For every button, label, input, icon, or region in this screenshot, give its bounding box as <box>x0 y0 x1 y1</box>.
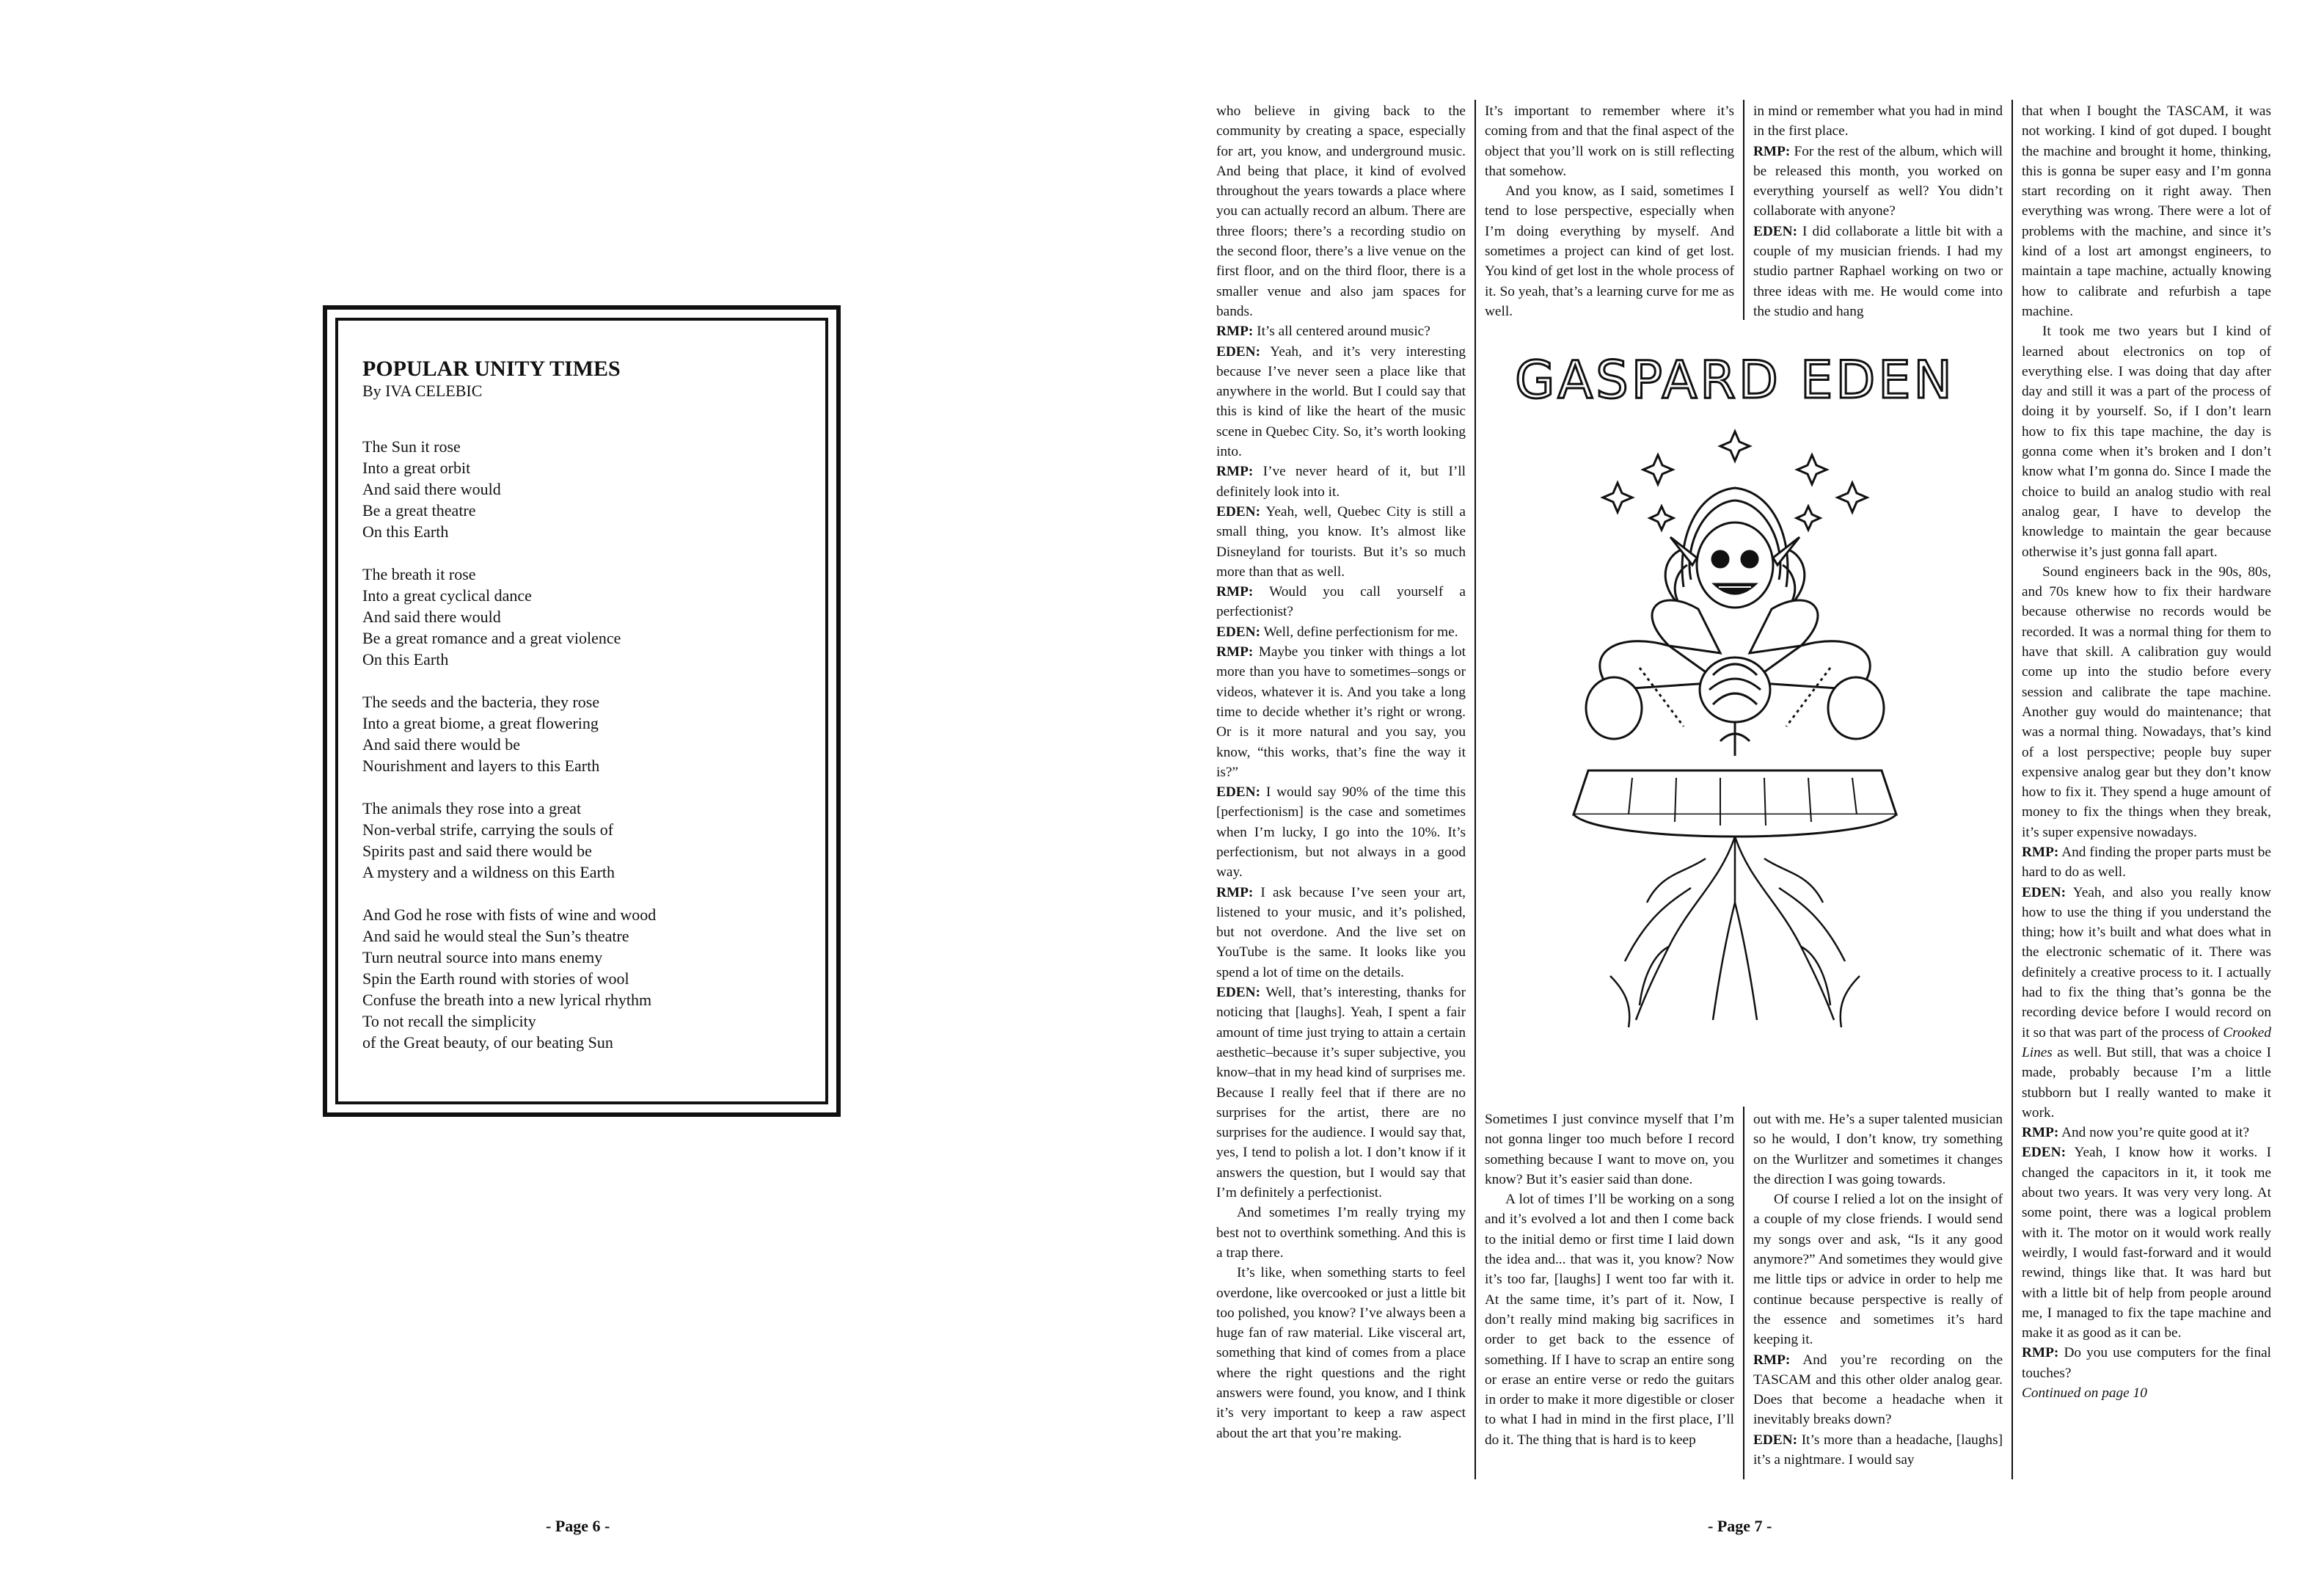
poem-line: of the Great beauty, of our beating Sun <box>362 1033 613 1052</box>
paragraph: Sound engineers back in the 90s, 80s, and 70s knew how to fix their hardware because otherwise no records would be recorded. It was a normal thing for them to have that skill. A calibration guy would come up into the studio before every session and calibrate the tape machine. Another guy would do maintenance; that was a normal thing. Nowadays, that’s kind of a lost perspective; people buy super expensive analog gear but they don’t know how to fix it. They spend a huge amount of money to fix the things when they break, it’s super expensive nowadays. <box>2022 564 2271 840</box>
paragraph: And you know, as I said, sometimes I tend to lose perspective, especially when I’m doing everything by myself. And sometimes a project can kind of get lost. You kind of get lost in the whole process of it. So yeah, that’s a learning curve for me as well. <box>1485 183 1734 319</box>
paragraph: RMP: Do you use computers for the final touches? <box>2022 1345 2271 1381</box>
article-column-3-bottom <box>1753 1110 2003 1470</box>
poem-line: Into a great cyclical dance <box>362 586 532 605</box>
poem-line: And said there would be <box>362 735 521 754</box>
sparkle-icon <box>1603 431 1867 530</box>
paragraph: RMP: And now you’re quite good at it? <box>2022 1125 2250 1141</box>
page-number-left: - Page 6 - <box>546 1517 610 1535</box>
paragraph: Sometimes I just convince myself that I’m not gonna linger too much before I record something because I want to move on, you know? But it’s easier said than done. <box>1485 1112 1734 1187</box>
poem-line: Be a great romance and a great violence <box>362 629 621 647</box>
poem <box>362 357 803 1074</box>
article-column-2-top <box>1485 101 1734 321</box>
poem-line: The seeds and the bacteria, they rose <box>362 693 600 711</box>
stanza <box>362 904 803 1053</box>
illustration-title: GASPARD EDEN <box>1515 350 1955 410</box>
paragraph: RMP: It’s all centered around music? <box>1216 324 1430 340</box>
paragraph: EDEN: Yeah, and it’s very interesting because I’ve never seen a place like that anywhere in the world. But I could say that this is kind of like the heart of the music scene in Quebec City. So, it’s worth looking into. <box>1216 343 1466 460</box>
poem-line: Spin the Earth round with stories of wool <box>362 969 629 988</box>
stone-platform <box>1574 770 1896 837</box>
poem-line: And said there would <box>362 608 501 626</box>
paragraph: RMP: And you’re recording on the TASCAM and this other older analog gear. Does that become a headache when it inevitably breaks down? <box>1753 1352 2003 1428</box>
poem-line: The animals they rose into a great <box>362 799 582 817</box>
paragraph: EDEN: Yeah, and also you really know how to use the thing if you understand the thing; how it’s built and what does what in the electronic schematic of it. There was definitely a creative process to it. I actually had to fix the thing that’s gonna be the recording device before I would record on it so that was part of the process of Crooked Lines as well. But still, that was a choice I made, probably because I’m a little stubborn but I really wanted to make it work. <box>2022 884 2271 1121</box>
article-column-3-top <box>1753 101 2003 321</box>
paragraph: that when I bought the TASCAM, it was not working. I kind of got duped. I bought the machine and brought it home, thinking, this is gonna be super easy and I’m gonna start recording on it right away. Then everything was wrong. There were a lot of problems with the machine, and since it’s kind of a lost art amongst engineers, to maintain a tape machine, actually knowing how to calibrate and refurbish a tape machine. <box>2022 103 2271 319</box>
paragraph: who believe in giving back to the community by creating a space, especially for art, you know, and underground music. And being that place, it kind of evolved throughout the years towards a place where you can actually record an album. There are three floors; there’s a recording studio on the second floor, there’s a live venue on the first floor, and on the third floor, there is a smaller venue and also jam spaces for bands. <box>1216 103 1466 319</box>
paragraph: EDEN: It’s more than a headache, [laughs] it’s a nightmare. I would say <box>1753 1432 2003 1468</box>
poem-line: On this Earth <box>362 522 449 541</box>
paragraph: RMP: For the rest of the album, which will be released this month, you worked on everything yourself as well? You didn’t collaborate with anyone? <box>1753 143 2003 219</box>
article-column-1 <box>1216 101 1466 1443</box>
paragraph: Of course I relied a lot on the insight of a couple of my close friends. I would send my songs over and ask, “Is it any good anymore?” And sometimes they would give me little tips or advice in order to help me continue because perspective is really of the essence and sometimes it’s hard keeping it. <box>1753 1192 2003 1348</box>
paragraph: EDEN: Well, that’s interesting, thanks for noticing that [laughs]. Yeah, I spent a fair amount of time just trying to attain a certain aesthetic–because it’s super subjective, you know–that in my head kind of surprises me. Because I really feel that if there are no surprises for the artist, there are no surprises for the audience. I would say that, yes, I tend to polish a lot. I don’t know if it answers the question, but I would say that I’m definitely a perfectionist. <box>1216 985 1466 1201</box>
paragraph: RMP: I ask because I’ve seen your art, listened to your music, and it’s polished, but not overdone. And the live set on YouTube is the same. It looks like you spend a lot of time on the details. <box>1216 884 1466 980</box>
poem-title: POPULAR UNITY TIMES <box>362 357 621 381</box>
poem-line: And said he would steal the Sun’s theatre <box>362 927 629 945</box>
stanza <box>362 436 803 542</box>
paragraph: It’s like, when something starts to feel overdone, like overcooked or just a little bit too polished, you know? I’ve always been a huge fan of raw material. Like visceral art, something that kind of comes from a place where the right questions and the right answers were found, you know, and I think it’s very important to keep a raw aspect about the art that you’re making. <box>1216 1265 1466 1441</box>
paragraph: A lot of times I’ll be working on a song and it’s evolved a lot and then I come back to the initial demo or first time I laid down the idea and... that was it, you know? Now it’s too far, [laughs] I went too far with it. At the same time, it’s part of it. Now, I don’t really mind making big sacrifices in order to get back to the essence of something. If I have to scrap an entire song or erase an entire verse or redo the guitars in order to make it more digestible or closer to what I had in mind in the first place, I’ll do it. The thing that is hard is to keep <box>1485 1192 1734 1448</box>
stanza <box>362 691 803 776</box>
poem-line: The Sun it rose <box>362 437 461 456</box>
paragraph: It’s important to remember where it’s coming from and that the final aspect of the object that you’ll work on is still reflecting that somehow. <box>1485 103 1734 179</box>
paragraph: EDEN: Yeah, I know how it works. I changed the capacitors in it, it took me about two years. It was very very long. At some point, there was a logical problem with it. The motor on it would work really weirdly, I would fast-forward and it would rewind, things like that. It was hard but with a little bit of help from people around me, I managed to fix the tape machine and make it as good as it can be. <box>2022 1145 2271 1341</box>
poem-line: Into a great orbit <box>362 459 471 477</box>
stanza <box>362 564 803 670</box>
column-rule <box>1743 1107 1744 1479</box>
poem-line: To not recall the simplicity <box>362 1012 536 1030</box>
poem-line: Be a great theatre <box>362 501 476 520</box>
roots <box>1610 837 1860 1027</box>
poem-line: A mystery and a wildness on this Earth <box>362 863 615 881</box>
continued-note: Continued on page 10 <box>2022 1385 2147 1401</box>
poem-line: Non-verbal strife, carrying the souls of <box>362 820 614 839</box>
paragraph: in mind or remember what you had in mind in the first place. <box>1753 103 2003 139</box>
poem-line: Turn neutral source into mans enemy <box>362 948 603 966</box>
poem-line: On this Earth <box>362 650 449 668</box>
column-rule <box>1743 100 1744 320</box>
poem-line: And God he rose with fists of wine and wood <box>362 906 657 924</box>
paragraph: And sometimes I’m really trying my best not to overthink something. And this is a trap there. <box>1216 1205 1466 1261</box>
paragraph: RMP: Maybe you tinker with things a lot more than you have to sometimes–songs or videos, whatever it is. And you take a long time to decide whether it’s right or wrong. Or is it more natural and you say, you know, “this works, that’s fine the way it is?” <box>1216 644 1466 780</box>
poem-byline: By IVA CELEBIC <box>362 382 483 400</box>
paragraph: EDEN: I did collaborate a little bit with a couple of my musician friends. I had my studio partner Raphael working on two or three ideas with me. He would come into the studio and hang <box>1753 223 2003 319</box>
stanza <box>362 798 803 883</box>
poem-line: Nourishment and layers to this Earth <box>362 757 600 775</box>
album-title: Crooked Lines <box>2022 1024 2271 1060</box>
poem-line: The breath it rose <box>362 565 476 583</box>
article-column-4 <box>2022 101 2271 1403</box>
paragraph: out with me. He’s a super talented musician so he would, I don’t know, try something on the Wurlitzer and sometimes it changes the direction I was going towards. <box>1753 1112 2003 1187</box>
article-column-2-bottom <box>1485 1110 1734 1450</box>
flower-bloom <box>1700 657 1770 756</box>
poem-line: Confuse the breath into a new lyrical rhythm <box>362 991 652 1009</box>
paragraph: RMP: And finding the proper parts must be hard to do as well. <box>2022 844 2271 881</box>
paragraph: EDEN: Well, define perfectionism for me. <box>1216 624 1458 640</box>
paragraph: EDEN: Yeah, well, Quebec City is still a small thing, you know. It’s almost like Disneyland for tourists. But it’s so much more than that as well. <box>1216 503 1466 580</box>
poem-line: Spirits past and said there would be <box>362 842 592 860</box>
paragraph: RMP: I’ve never heard of it, but I’ll definitely look into it. <box>1216 464 1466 500</box>
gaspard-eden-illustration <box>1500 345 1970 1108</box>
paragraph: RMP: Would you call yourself a perfectionist? <box>1216 584 1466 620</box>
poem-line: Into a great biome, a great flowering <box>362 714 599 732</box>
page-number-right: - Page 7 - <box>1708 1517 1772 1535</box>
poem-line: And said there would <box>362 480 501 498</box>
column-rule <box>1475 100 1476 1479</box>
column-rule <box>2011 100 2013 1479</box>
paragraph: EDEN: I would say 90% of the time this [perfectionism] is the case and sometimes when I’m lucky, I go into the 10%. It’s perfectionism, but not always in a good way. <box>1216 784 1466 881</box>
paragraph: It took me two years but I kind of learned about electronics on top of everything else. I was doing that day after day and still it was a part of the process of doing it by yourself. So, if I don’t learn how to fix this tape machine, the day is gonna come when it’s broken and I don’t know what I’m gonna do. Since I made the choice to build an analog studio with real analog gear, I have to develop the knowledge to maintain the gear because otherwise it’s just gonna fall apart. <box>2022 324 2271 560</box>
